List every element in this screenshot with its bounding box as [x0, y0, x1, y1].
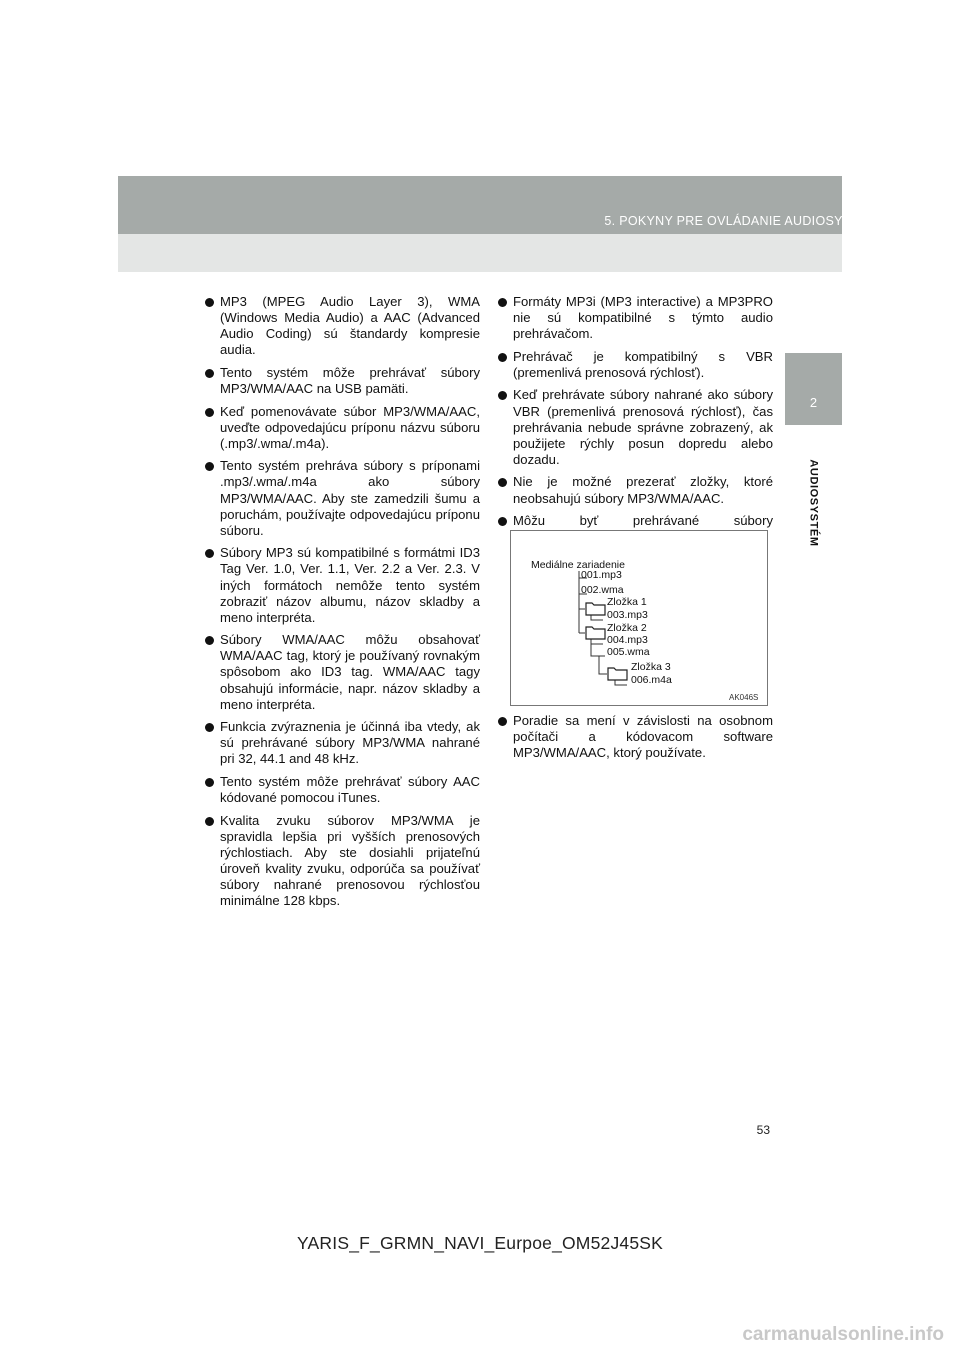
left-bullet-list	[205, 294, 480, 909]
right-lower-bullet-list	[498, 713, 773, 761]
chapter-label-text: AUDIOSYSTÉM	[807, 459, 820, 547]
diagram-file-label: 001.mp3	[581, 569, 622, 581]
chapter-label	[780, 438, 847, 568]
bullet-item: Keď pomenovávate súbor MP3/WMA/AAC, uveďte odpovedajúcu príponu názvu súboru (.mp3/.wma/.m4a).	[205, 404, 480, 452]
bullet-item: Súbory WMA/AAC môžu obsahovať WMA/AAC tag, ktorý je používaný rovnakým spôsobom ako ID3 tag. WMA/AAC tagy obsahujú informácie, napr. názov skladby a meno interpréta.	[205, 632, 480, 712]
bullet-item: Nie je možné prezerať zložky, ktoré neobsahujú súbory MP3/WMA/AAC.	[498, 474, 773, 506]
bullet-item: Funkcia zvýraznenia je účinná iba vtedy, ak sú prehrávané súbory MP3/WMA nahrané pri 32, 44.1 and 48 kHz.	[205, 719, 480, 767]
folder-icon	[586, 603, 605, 615]
right-column-lower	[498, 713, 773, 768]
folder-tree-svg	[511, 531, 767, 705]
folder-icon	[608, 668, 627, 680]
tree-line	[591, 615, 603, 620]
folder-tree-diagram	[510, 530, 768, 706]
tree-line	[591, 639, 603, 656]
bullet-item: Keď prehrávate súbory nahrané ako súbory VBR (premenlivá prenosová rýchlosť), čas prehrávania nebude správne zobrazený, ak použijete rýchly posun dopredu alebo dozadu.	[498, 387, 773, 467]
bullet-item: MP3 (MPEG Audio Layer 3), WMA (Windows Media Audio) a AAC (Advanced Audio Coding) sú štandardy kompresie audia.	[205, 294, 480, 358]
folder-icon	[586, 627, 605, 639]
diagram-folder-label: Zložka 2	[607, 622, 647, 634]
bullet-item: Súbory MP3 sú kompatibilné s formátmi ID3 Tag Ver. 1.0, Ver. 1.1, Ver. 2.2 a Ver. 2.3. V iných formátoch nemôže tento systém zobraziť názov albumu, názov skladby a meno interpréta.	[205, 545, 480, 625]
diagram-folder-label: Zložka 1	[607, 596, 647, 608]
section-title: 5. POKYNY PRE OVLÁDANIE AUDIOSYSTÉMU	[604, 214, 888, 228]
chapter-tab	[785, 353, 842, 425]
document-code: YARIS_F_GRMN_NAVI_Eurpoe_OM52J45SK	[296, 1233, 664, 1253]
diagram-file-label: 004.mp3	[607, 634, 648, 646]
bullet-item: Tento systém môže prehrávať súbory AAC kódované pomocou iTunes.	[205, 774, 480, 806]
diagram-file-label: 003.mp3	[607, 609, 648, 621]
diagram-folder-label: Zložka 3	[631, 661, 671, 673]
watermark: carmanualsonline.info	[742, 1324, 944, 1345]
bullet-item: Kvalita zvuku súborov MP3/WMA je spravidla lepšia pri vyšších prenosových rýchlostiach. Aby ste dosiahli prijateľnú úroveň kvality zvuku, odporúča sa používať súbory nahrané prenosovou rýchlosťou minimálne 128 kbps.	[205, 813, 480, 910]
right-bullet-list	[498, 294, 773, 545]
right-column	[498, 294, 773, 552]
page-number: 53	[756, 1123, 770, 1137]
diagram-file-label: 006.m4a	[631, 674, 672, 686]
bullet-item: Poradie sa mení v závislosti na osobnom počítači a kódovacom software MP3/WMA/AAC, ktorý používate.	[498, 713, 773, 761]
tree-line	[599, 656, 607, 674]
chapter-number: 2	[809, 395, 818, 410]
tree-line	[615, 680, 627, 685]
left-column	[205, 294, 480, 916]
bullet-item: Môžu byť prehrávané súbory	[498, 513, 773, 545]
diagram-file-label: 002.wma	[581, 584, 624, 596]
bullet-item: Tento systém môže prehrávať súbory MP3/WMA/AAC na USB pamäti.	[205, 365, 480, 397]
bullet-item: Prehrávač je kompatibilný s VBR (premenlivá prenosová rýchlosť).	[498, 349, 773, 381]
diagram-root-label: Mediálne zariadenie	[531, 559, 625, 571]
bullet-item: Formáty MP3i (MP3 interactive) a MP3PRO nie sú kompatibilné s týmto audio prehrávačom.	[498, 294, 773, 342]
bullet-item: Tento systém prehráva súbory s príponami .mp3/.wma/.m4a ako súbory MP3/WMA/AAC. Aby ste zamedzili šumu a poruchám, používajte odpovedajúcu príponu súboru.	[205, 458, 480, 538]
header-subband	[118, 234, 842, 272]
diagram-file-label: 005.wma	[607, 646, 650, 658]
diagram-code: AK046S	[729, 693, 759, 702]
